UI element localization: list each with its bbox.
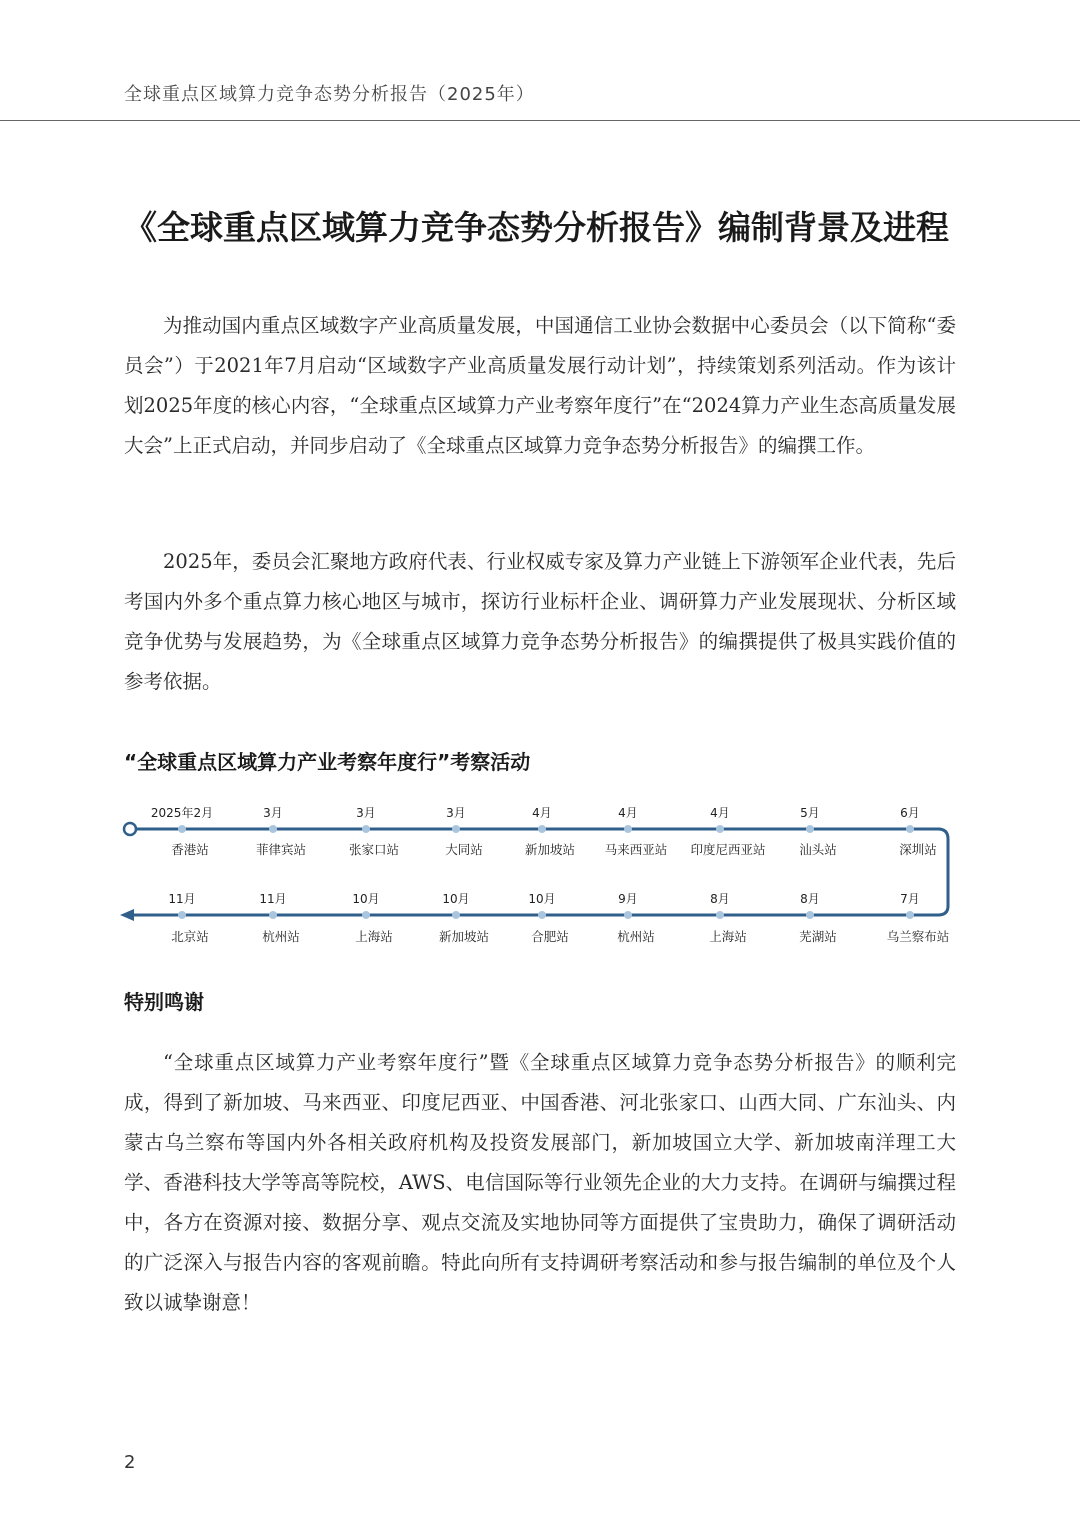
timeline-stop-dot xyxy=(178,911,186,919)
timeline-stop-dot xyxy=(906,825,914,833)
timeline-station-label: 菲律宾站 xyxy=(255,842,307,857)
timeline-month-label: 9月 xyxy=(618,892,638,906)
timeline-end-arrow xyxy=(120,909,134,921)
timeline-station-label: 新加坡站 xyxy=(524,842,576,857)
header-rule xyxy=(0,120,1080,121)
timeline-station-label: 大同站 xyxy=(445,842,483,857)
timeline-station-label: 汕头站 xyxy=(799,842,837,857)
timeline-month-label: 10月 xyxy=(352,892,380,906)
timeline-heading: “全球重点区域算力产业考察年度行”考察活动 xyxy=(124,750,531,774)
timeline-stop-dot xyxy=(178,825,186,833)
timeline-stop-dot xyxy=(362,825,370,833)
timeline-station-label: 马来西亚站 xyxy=(604,842,668,857)
timeline-station-label: 合肥站 xyxy=(531,929,569,944)
timeline-stop-dot xyxy=(452,825,460,833)
timeline-month-label: 8月 xyxy=(710,892,730,906)
timeline-month-label: 8月 xyxy=(800,892,820,906)
timeline-station-label: 乌兰察布站 xyxy=(886,929,950,944)
timeline-month-label: 10月 xyxy=(442,892,470,906)
timeline-stop-dot xyxy=(269,825,277,833)
timeline-month-label: 11月 xyxy=(259,892,287,906)
timeline-month-label: 4月 xyxy=(532,806,552,820)
timeline-station-label: 杭州站 xyxy=(617,929,655,944)
timeline-station-label: 上海站 xyxy=(709,929,747,944)
page-title: 《全球重点区域算力竞争态势分析报告》编制背景及进程 xyxy=(124,208,949,247)
timeline-stop-dot xyxy=(806,911,814,919)
timeline-diagram xyxy=(110,798,970,958)
timeline-station-label: 新加坡站 xyxy=(438,929,490,944)
timeline-stop-dot xyxy=(538,825,546,833)
timeline-stop-dot xyxy=(906,911,914,919)
thanks-paragraph: “全球重点区域算力产业考察年度行”暨《全球重点区域算力竞争态势分析报告》的顺利完成，得到了新加坡、马来西亚、印度尼西亚、中国香港、河北张家口、山西大同、广东汕头、内蒙古乌兰察布等国内外各相关政府机构及投资发展部门，新加坡国立大学、新加坡南洋理工大学、香港科技大学等高等院校，AWS、电信国际等行业领先企业的大力支持。在调研与编撰过程中，各方在资源对接、数据分享、观点交流及实地协同等方面提供了宝贵助力，确保了调研活动的广泛深入与报告内容的客观前瞻。特此向所有支持调研考察活动和参与报告编制的单位及个人致以诚挚谢意！ xyxy=(124,1051,956,1314)
timeline-station-label: 杭州站 xyxy=(262,929,300,944)
timeline-stop-dot xyxy=(452,911,460,919)
timeline-stop-dot xyxy=(716,911,724,919)
timeline-station-label: 北京站 xyxy=(171,929,209,944)
timeline-month-label: 11月 xyxy=(168,892,196,906)
timeline-track xyxy=(120,823,948,921)
timeline-month-label: 4月 xyxy=(710,806,730,820)
timeline-station-label: 深圳站 xyxy=(899,842,937,857)
timeline-month-label: 6月 xyxy=(900,806,920,820)
timeline-month-label: 10月 xyxy=(528,892,556,906)
timeline-row-2 xyxy=(168,892,949,944)
timeline-stop-dot xyxy=(538,911,546,919)
timeline-station-label: 上海站 xyxy=(355,929,393,944)
timeline-month-label: 4月 xyxy=(618,806,638,820)
timeline-month-label: 3月 xyxy=(446,806,466,820)
timeline-month-label: 3月 xyxy=(356,806,376,820)
timeline-month-label: 7月 xyxy=(900,892,920,906)
timeline-stop-dot xyxy=(362,911,370,919)
timeline-start-marker xyxy=(124,823,136,835)
timeline-stop-dot xyxy=(624,825,632,833)
page-number: 2 xyxy=(124,1452,136,1473)
timeline-month-label: 5月 xyxy=(800,806,820,820)
timeline-stop-dot xyxy=(624,911,632,919)
year-2025-paragraph: 2025年，委员会汇聚地方政府代表、行业权威专家及算力产业链上下游领军企业代表，先后考国内外多个重点算力核心地区与城市，探访行业标杆企业、调研算力产业发展现状、分析区域竞争优势与发展趋势，为《全球重点区域算力竞争态势分析报告》的编撰提供了极具实践价值的参考依据。 xyxy=(124,550,956,693)
timeline-station-label: 香港站 xyxy=(171,842,209,857)
intro-paragraph: 为推动国内重点区域数字产业高质量发展，中国通信工业协会数据中心委员会（以下简称“委员会”）于2021年7月启动“区域数字产业高质量发展行动计划”，持续策划系列活动。作为该计划2025年度的核心内容，“全球重点区域算力产业考察年度行”在“2024算力产业生态高质量发展大会”上正式启动，并同步启动了《全球重点区域算力竞争态势分析报告》的编撰工作。 xyxy=(124,314,956,457)
running-header: 全球重点区域算力竞争态势分析报告（2025年） xyxy=(124,84,535,105)
acknowledgement-heading: 特别鸣谢 xyxy=(124,990,204,1014)
timeline-stop-dot xyxy=(806,825,814,833)
timeline-station-label: 张家口站 xyxy=(348,842,400,857)
timeline-month-label: 2025年2月 xyxy=(150,806,214,820)
timeline-row-1 xyxy=(151,805,937,857)
timeline-stop-dot xyxy=(269,911,277,919)
timeline-month-label: 3月 xyxy=(263,806,283,820)
timeline-stop-dot xyxy=(716,825,724,833)
timeline-station-label: 芜湖站 xyxy=(799,929,837,944)
timeline-station-label: 印度尼西亚站 xyxy=(690,842,766,857)
